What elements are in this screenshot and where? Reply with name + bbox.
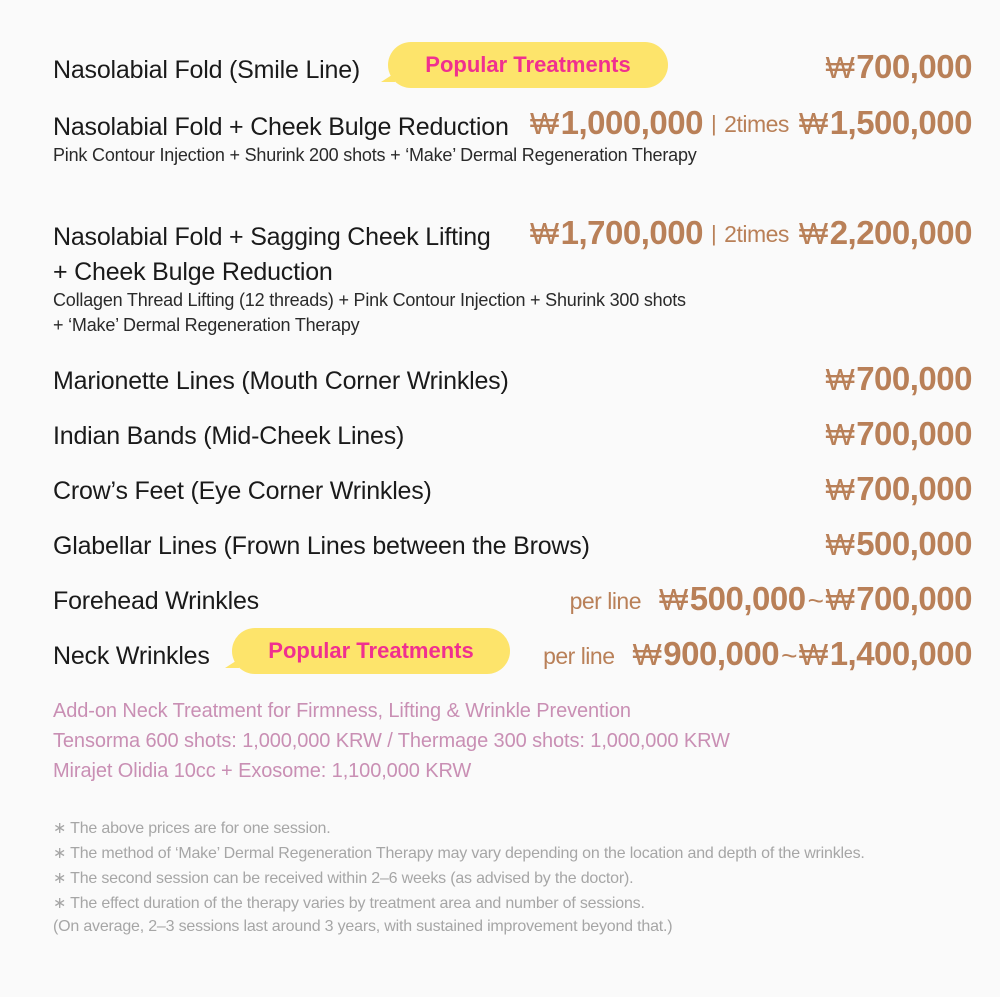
footnote: ∗ The above prices are for one session. bbox=[53, 820, 331, 837]
footnote: ∗ The second session can be received within 2–6 weeks (as advised by the doctor). bbox=[53, 870, 634, 887]
popular-badge: Popular Treatments bbox=[388, 42, 668, 88]
treatment-title: Marionette Lines (Mouth Corner Wrinkles) bbox=[53, 367, 509, 395]
treatment-price bbox=[530, 214, 972, 252]
popular-badge: Popular Treatments bbox=[232, 628, 510, 674]
treatment-price bbox=[530, 104, 972, 142]
won-symbol: ₩ bbox=[529, 216, 559, 251]
treatment-price bbox=[825, 525, 972, 563]
price-value: 700,000 bbox=[856, 470, 972, 507]
treatment-title: Nasolabial Fold + Sagging Cheek Lifting bbox=[53, 223, 491, 251]
treatment-title-line2: + Cheek Bulge Reduction bbox=[53, 258, 333, 286]
won-symbol: ₩ bbox=[632, 637, 662, 672]
treatment-price bbox=[825, 360, 972, 398]
treatment-price bbox=[825, 415, 972, 453]
treatment-detail: Collagen Thread Lifting (12 threads) + Pink Contour Injection + Shurink 300 shots bbox=[53, 290, 686, 310]
price-separator: | bbox=[710, 221, 717, 246]
times-label: 2times bbox=[724, 221, 789, 247]
range-tilde: ~ bbox=[781, 640, 797, 671]
price-value-max: 700,000 bbox=[856, 580, 972, 617]
won-symbol: ₩ bbox=[798, 106, 828, 141]
footnote: ∗ The method of ‘Make’ Dermal Regeneration Therapy may vary depending on the location and depth of the wrinkles. bbox=[53, 845, 865, 862]
range-tilde: ~ bbox=[807, 585, 824, 616]
treatment-detail-line2: + ‘Make’ Dermal Regeneration Therapy bbox=[53, 315, 360, 335]
price-separator: | bbox=[710, 111, 717, 136]
price-value: 900,000 bbox=[663, 635, 780, 672]
price-value: 700,000 bbox=[856, 48, 972, 85]
treatment-title: Indian Bands (Mid-Cheek Lines) bbox=[53, 422, 405, 450]
treatment-title: Nasolabial Fold + Cheek Bulge Reduction bbox=[53, 113, 509, 141]
treatment-price bbox=[570, 580, 972, 618]
footnote: (On average, 2–3 sessions last around 3 years, with sustained improvement beyond that.) bbox=[53, 918, 673, 935]
won-symbol: ₩ bbox=[798, 216, 828, 251]
addon-heading: Add-on Neck Treatment for Firmness, Lifting & Wrinkle Prevention bbox=[53, 700, 631, 722]
treatment-price bbox=[825, 470, 972, 508]
won-symbol: ₩ bbox=[798, 637, 828, 672]
per-line-label: per line bbox=[543, 643, 615, 669]
treatment-title: Nasolabial Fold (Smile Line) bbox=[53, 56, 361, 84]
price-value: 1,700,000 bbox=[560, 214, 703, 251]
treatment-title: Crow’s Feet (Eye Corner Wrinkles) bbox=[53, 477, 432, 505]
price-value: 700,000 bbox=[856, 360, 972, 397]
price-value-2: 1,500,000 bbox=[829, 104, 972, 141]
treatment-title: Forehead Wrinkles bbox=[53, 587, 259, 615]
won-symbol: ₩ bbox=[825, 472, 855, 507]
addon-line: Tensorma 600 shots: 1,000,000 KRW / Thermage 300 shots: 1,000,000 KRW bbox=[53, 730, 730, 752]
treatment-price bbox=[543, 635, 972, 673]
won-symbol: ₩ bbox=[825, 582, 855, 617]
price-value: 1,000,000 bbox=[560, 104, 703, 141]
per-line-label: per line bbox=[569, 588, 642, 614]
treatment-price bbox=[825, 48, 972, 86]
won-symbol: ₩ bbox=[659, 582, 688, 617]
won-symbol: ₩ bbox=[825, 417, 855, 452]
treatment-title: Neck Wrinkles bbox=[53, 642, 210, 670]
price-value-2: 2,200,000 bbox=[829, 214, 972, 251]
treatment-detail: Pink Contour Injection + Shurink 200 shots + ‘Make’ Dermal Regeneration Therapy bbox=[53, 145, 697, 165]
addon-line: Mirajet Olidia 10cc + Exosome: 1,100,000 KRW bbox=[53, 760, 472, 782]
price-value: 500,000 bbox=[856, 525, 972, 562]
price-value-max: 1,400,000 bbox=[829, 635, 972, 672]
won-symbol: ₩ bbox=[825, 527, 855, 562]
price-value: 700,000 bbox=[856, 415, 972, 452]
won-symbol: ₩ bbox=[529, 106, 559, 141]
treatment-title: Glabellar Lines (Frown Lines between the Brows) bbox=[53, 532, 590, 560]
price-value: 500,000 bbox=[689, 580, 806, 617]
won-symbol: ₩ bbox=[825, 362, 855, 397]
footnote: ∗ The effect duration of the therapy varies by treatment area and number of sessions. bbox=[53, 895, 645, 912]
times-label: 2times bbox=[724, 111, 789, 137]
won-symbol: ₩ bbox=[825, 50, 855, 85]
